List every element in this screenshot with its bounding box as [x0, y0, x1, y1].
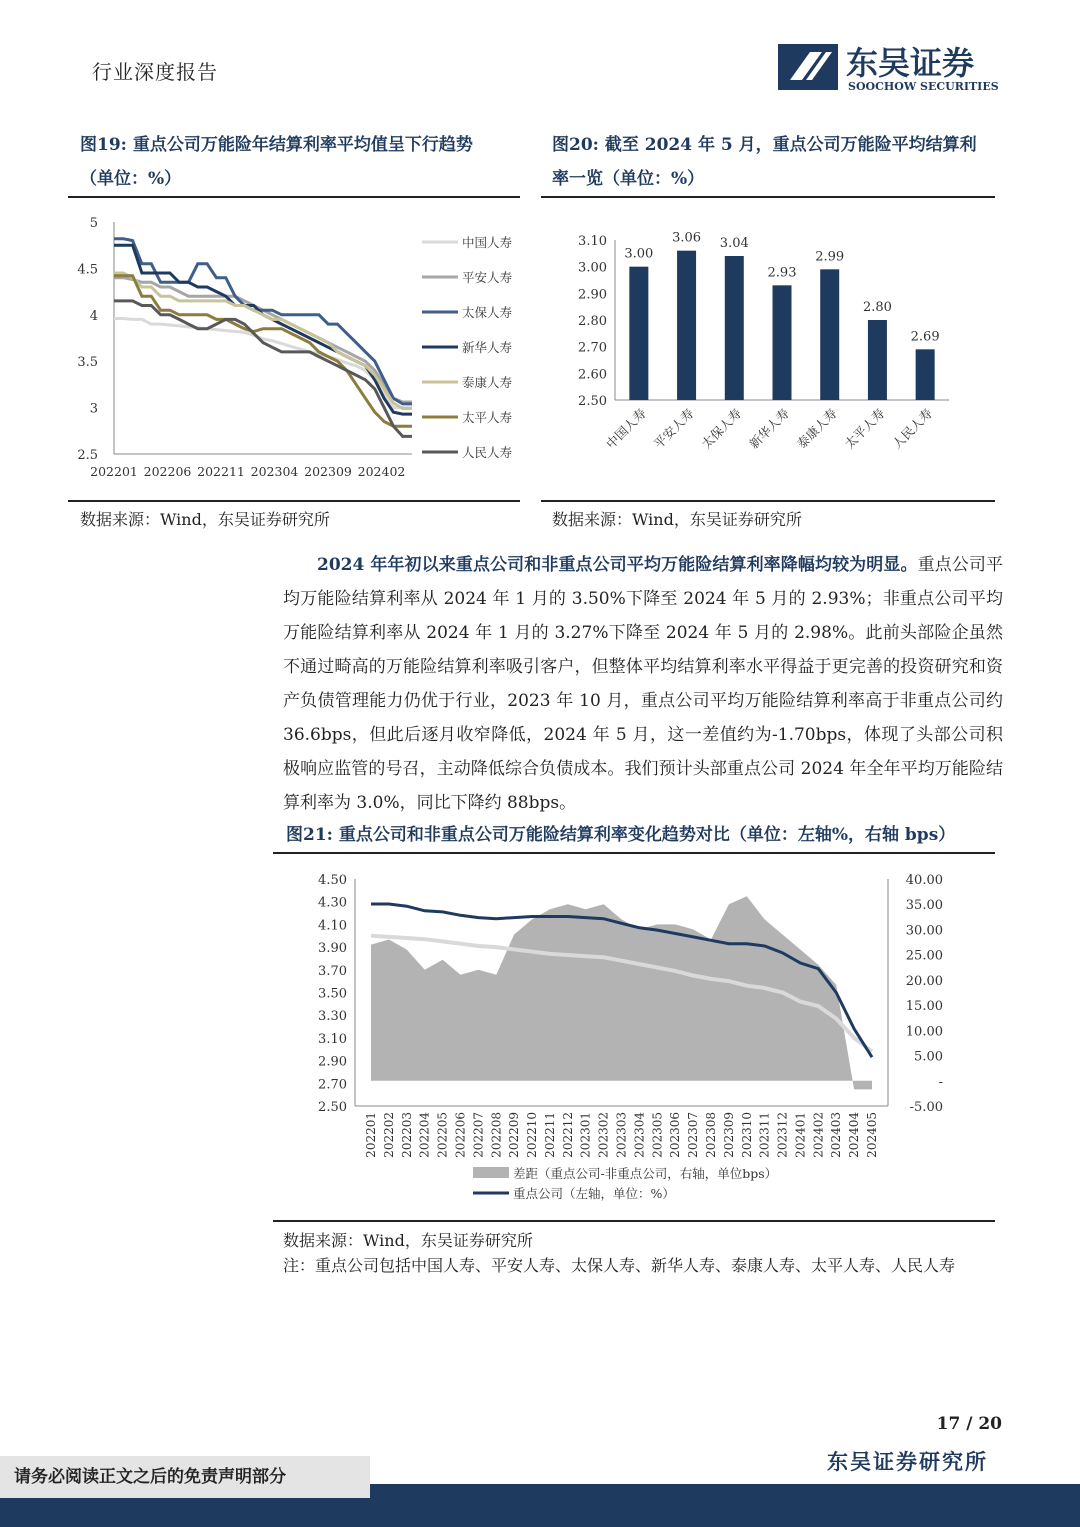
- fig19-series-line-3: [114, 239, 412, 404]
- fig21-source: 数据来源：Wind，东吴证券研究所: [283, 1231, 533, 1250]
- fig19-y-tick-label: 4.5: [77, 262, 98, 278]
- fig21-x-tick-label: 202205: [435, 1112, 450, 1158]
- fig21-x-tick-label: 202401: [793, 1112, 808, 1158]
- fig20-value-label-2: 3.06: [672, 230, 702, 246]
- fig21-x-tick-label: 202206: [453, 1112, 468, 1158]
- fig21-caption: 图21: 重点公司和非重点公司万能险结算利率变化趋势对比（单位：左轴%，右轴 bps）: [286, 825, 956, 845]
- fig19-legend-label-6: 太平人寿: [462, 410, 513, 425]
- fig20-value-label-4: 2.93: [767, 265, 797, 281]
- fig20-y-tick-label: 2.80: [578, 314, 607, 329]
- fig21-left-tick-label: 3.90: [318, 941, 347, 957]
- fig19-y-tick-label: 5: [89, 216, 98, 231]
- fig21-chart: [273, 862, 995, 1212]
- fig20-bottom-rule: [541, 500, 995, 502]
- fig21-right-tick-label: 30.00: [905, 923, 943, 939]
- fig21-x-tick-label: 202306: [668, 1112, 683, 1158]
- fig21-top-rule: [273, 852, 995, 854]
- fig19-legend-label-1: 中国人寿: [462, 235, 513, 250]
- company-logo: [776, 40, 1006, 96]
- fig20-caption: [552, 128, 992, 196]
- fig21-x-tick-label: 202310: [739, 1112, 754, 1158]
- fig21-right-tick-label: -: [938, 1074, 943, 1090]
- fig20-bar-1: [629, 267, 648, 400]
- fig19-x-tick-label: 202309: [304, 464, 352, 479]
- fig20-category-label-6: 太平人寿: [841, 405, 888, 452]
- fig19-x-tick-label: 202206: [143, 464, 192, 479]
- fig20-source: 数据来源：Wind，东吴证券研究所: [552, 510, 802, 529]
- fig21-right-tick-label: 25.00: [905, 948, 943, 964]
- fig21-right-tick-label: 20.00: [905, 973, 943, 989]
- fig20-top-rule: [541, 196, 995, 198]
- fig20-category-label-1: 中国人寿: [603, 405, 649, 452]
- fig20-value-label-3: 3.04: [719, 236, 749, 251]
- fig19-caption-line2: （单位：%）: [80, 169, 182, 189]
- fig19-caption: [80, 128, 520, 196]
- fig21-x-tick-label: 202212: [560, 1112, 575, 1158]
- fig19-bottom-rule: [68, 500, 520, 502]
- fig19-legend-label-3: 太保人寿: [462, 305, 513, 320]
- fig19-x-tick-label: 202211: [197, 464, 245, 479]
- fig21-x-tick-label: 202211: [542, 1112, 557, 1158]
- fig21-bottom-rule: [273, 1220, 995, 1222]
- fig21-right-tick-label: 5.00: [914, 1049, 943, 1065]
- fig21-x-tick-label: 202405: [865, 1112, 879, 1158]
- fig21-x-tick-label: 202403: [829, 1112, 844, 1158]
- fig21-x-tick-label: 202304: [632, 1112, 647, 1158]
- fig21-left-tick-label: 4.50: [318, 873, 347, 888]
- fig20-category-label-2: 平安人寿: [650, 405, 697, 452]
- fig20-y-tick-label: 3.00: [578, 260, 607, 276]
- fig21-right-tick-label: 10.00: [905, 1024, 943, 1040]
- fig20-bar-6: [868, 320, 887, 400]
- body-paragraph: [283, 548, 1003, 820]
- fig21-note: 注：重点公司包括中国人寿、平安人寿、太保人寿、新华人寿、泰康人寿、太平人寿、人民人寿: [283, 1256, 956, 1275]
- fig21-left-tick-label: 2.70: [318, 1077, 347, 1093]
- fig21-right-tick-label: -5.00: [909, 1100, 943, 1115]
- fig20-bar-3: [725, 256, 744, 400]
- fig19-y-tick-label: 3.5: [77, 355, 98, 371]
- fig19-caption-line1: 图19: 重点公司万能险年结算利率平均值呈下行趋势: [80, 135, 473, 155]
- fig21-gap-area: [371, 896, 872, 1089]
- fig20-bar-4: [773, 285, 792, 400]
- fig21-left-tick-label: 3.10: [318, 1031, 347, 1047]
- fig19-y-tick-label: 3: [89, 401, 98, 417]
- paragraph-body: 重点公司平均万能险结算利率从 2024 年 1 月的 3.50%下降至 2024 年 5 月的 2.93%；非重点公司平均万能险结算利率从 2024 年 1 月的 3.27%下降至 2024 年 5 月的 2.98%。此前头部险企虽然不通过畸高的万能险结算利率吸引客户，但整体平均结算利率水平得益于更完善的投资研究和资产负债管理能力仍优于行业，2023 年 10 月，重点公司平均万能险结算利率高于非重点公司约 36.6bps，但此后逐月收窄降低，2024 年 5 月，这一差值约为-1.70bps，体现了头部公司积极响应监管的号召，主动降低综合负债成本。我们预计头部重点公司 2024 年全年平均万能险结算利率为 3.0%，同比下降约 88bps。: [283, 555, 1004, 813]
- fig20-value-label-6: 2.80: [862, 300, 892, 315]
- fig20-bar-7: [916, 349, 935, 400]
- fig21-right-tick-label: 35.00: [905, 898, 943, 914]
- fig21-x-tick-label: 202203: [399, 1112, 414, 1158]
- fig20-value-label-1: 3.00: [624, 246, 654, 262]
- fig20-y-tick-label: 2.50: [578, 394, 607, 409]
- fig19-legend-label-7: 人民人寿: [462, 445, 513, 460]
- fig21-left-tick-label: 2.90: [318, 1054, 347, 1070]
- logo-en-text: SOOCHOW SECURITIES: [848, 80, 999, 93]
- fig21-x-tick-label: 202201: [364, 1112, 378, 1158]
- fig20-y-tick-label: 2.60: [578, 367, 607, 383]
- fig20-value-label-7: 2.69: [910, 329, 940, 345]
- report-type-label: 行业深度报告: [92, 60, 218, 84]
- fig20-caption-line1: 图20: 截至 2024 年 5 月，重点公司万能险平均结算利: [552, 135, 977, 155]
- disclaimer-notice: 请务必阅读正文之后的免责声明部分: [0, 1456, 370, 1498]
- fig19-legend-label-2: 平安人寿: [462, 270, 513, 285]
- fig21-right-tick-label: 15.00: [905, 999, 943, 1015]
- fig21-x-tick-label: 202202: [381, 1112, 396, 1158]
- fig21-x-tick-label: 202308: [703, 1112, 718, 1158]
- fig21-x-tick-label: 202312: [775, 1112, 790, 1158]
- fig21-left-tick-label: 3.30: [318, 1009, 347, 1025]
- fig20-chart: [541, 204, 995, 494]
- fig20-value-label-5: 2.99: [815, 249, 845, 265]
- fig21-left-tick-label: 3.70: [318, 963, 347, 979]
- fig19-y-tick-label: 4: [89, 308, 98, 324]
- fig21-x-tick-label: 202208: [489, 1112, 504, 1158]
- paragraph-lead: 2024 年年初以来重点公司和非重点公司平均万能险结算利率降幅均较为明显。: [317, 555, 918, 575]
- fig21-left-tick-label: 3.50: [318, 986, 347, 1002]
- fig20-category-label-3: 太保人寿: [698, 405, 745, 452]
- fig21-x-tick-label: 202301: [578, 1112, 593, 1158]
- fig21-left-tick-label: 4.30: [318, 895, 347, 911]
- fig19-x-tick-label: 202304: [250, 464, 299, 479]
- fig19-legend-label-4: 新华人寿: [462, 340, 513, 355]
- fig21-x-tick-label: 202207: [471, 1112, 486, 1158]
- footer-org: 东吴证券研究所: [827, 1449, 988, 1474]
- fig21-x-tick-label: 202307: [686, 1112, 701, 1158]
- fig21-right-tick-label: 40.00: [905, 873, 943, 888]
- fig21-x-tick-label: 202404: [847, 1112, 862, 1158]
- fig21-legend-label-area: 差距（重点公司-非重点公司，右轴，单位bps）: [513, 1166, 778, 1181]
- fig19-source: 数据来源：Wind，东吴证券研究所: [80, 510, 330, 529]
- logo-cn-text: 东吴证券: [846, 44, 975, 82]
- fig19-legend-label-5: 泰康人寿: [462, 375, 513, 390]
- page-number: 17 / 20: [936, 1414, 1002, 1434]
- fig20-y-tick-label: 2.70: [578, 340, 607, 356]
- fig19-chart: [68, 204, 520, 494]
- fig21-x-tick-label: 202302: [596, 1112, 611, 1158]
- fig21-x-tick-label: 202209: [507, 1112, 522, 1158]
- fig21-left-tick-label: 4.10: [318, 918, 347, 934]
- fig20-category-label-7: 人民人寿: [889, 405, 936, 452]
- fig20-category-label-5: 泰康人寿: [793, 405, 840, 452]
- fig21-legend-swatch-area: [473, 1167, 509, 1178]
- fig20-caption-line2: 率一览（单位：%）: [552, 169, 705, 189]
- fig19-x-tick-label: 202402: [357, 464, 406, 479]
- fig21-x-tick-label: 202305: [650, 1112, 665, 1158]
- fig20-bar-5: [820, 269, 839, 400]
- fig21-left-tick-label: 2.50: [318, 1100, 347, 1115]
- fig20-y-tick-label: 3.10: [578, 234, 607, 249]
- fig21-x-tick-label: 202210: [525, 1112, 540, 1158]
- fig20-category-label-4: 新华人寿: [746, 405, 793, 452]
- fig19-series-line-6: [114, 276, 412, 426]
- fig21-x-tick-label: 202303: [614, 1112, 629, 1158]
- fig19-top-rule: [68, 196, 520, 198]
- fig19-x-tick-label: 202201: [90, 464, 138, 479]
- fig21-x-tick-label: 202402: [811, 1112, 826, 1158]
- fig20-bar-2: [677, 251, 696, 400]
- fig21-x-tick-label: 202309: [721, 1112, 736, 1158]
- fig21-legend-label-line: 重点公司（左轴，单位：%）: [513, 1186, 675, 1201]
- fig20-y-tick-label: 2.90: [578, 287, 607, 303]
- fig19-y-tick-label: 2.5: [77, 448, 98, 463]
- soochow-logo-icon: [778, 44, 838, 90]
- fig21-x-tick-label: 202311: [757, 1112, 772, 1158]
- fig21-x-tick-label: 202204: [417, 1112, 432, 1158]
